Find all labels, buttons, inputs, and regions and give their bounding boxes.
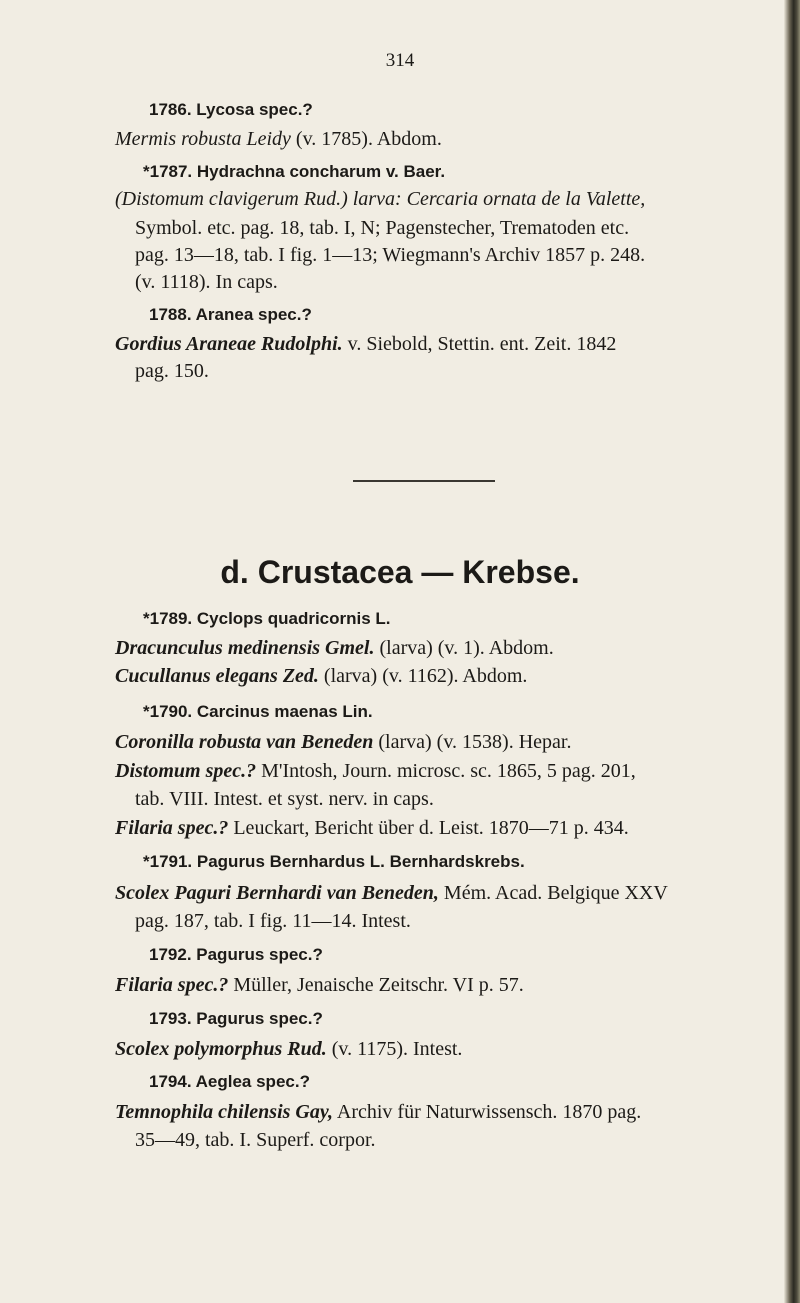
taxon-name: Gordius Araneae Rudolphi.	[115, 333, 343, 355]
taxon-name: Dracunculus medinensis Gmel.	[115, 637, 375, 659]
taxon-name: Coronilla robusta van Beneden	[115, 731, 374, 753]
taxon-name: Scolex Paguri Bernhardi van Beneden,	[115, 882, 439, 904]
taxon-name: Scolex polymorphus Rud.	[115, 1038, 327, 1060]
entry-1790-line-3: tab. VIII. Intest. et syst. nerv. in caps.	[135, 788, 434, 810]
entry-1787-line-1: (Distomum clavigerum Rud.) larva: Cercaria ornata de la Valette,	[115, 188, 646, 210]
entry-1793-heading: 1793. Pagurus spec.?	[149, 1009, 323, 1028]
citation-text: (larva) (v. 1). Abdom.	[374, 637, 554, 659]
taxon-name: Filaria spec.?	[115, 817, 229, 839]
entry-1791-line-1	[115, 880, 668, 906]
taxon-name: Filaria spec.?	[115, 974, 229, 996]
page-number: 314	[385, 50, 415, 71]
entry-1791-line-2: pag. 187, tab. I fig. 11—14. Intest.	[135, 910, 411, 932]
entry-1789-line-2	[115, 663, 527, 689]
entry-1791-heading: *1791. Pagurus Bernhardus L. Bernhardskrebs.	[143, 852, 525, 871]
entry-1794-line-1	[115, 1099, 641, 1125]
citation-text: (v. 1175). Intest.	[326, 1038, 463, 1060]
citation-text: (larva) (v. 1162). Abdom.	[318, 665, 528, 687]
entry-1793-line-1	[115, 1036, 462, 1062]
entry-1790-line-2	[115, 758, 636, 784]
citation-text: Mém. Acad. Belgique XXV	[438, 882, 668, 904]
entry-1788-line-2: pag. 150.	[135, 360, 209, 382]
citation-text: v. Siebold, Stettin. ent. Zeit. 1842	[342, 333, 617, 355]
taxon-name: Distomum spec.?	[115, 760, 257, 782]
entry-1786-line-1	[115, 126, 442, 152]
entry-1790-line-4	[115, 815, 629, 841]
entry-1789-heading: *1789. Cyclops quadricornis L.	[143, 609, 391, 628]
entry-1794-line-2: 35—49, tab. I. Superf. corpor.	[135, 1129, 376, 1151]
citation-text: (larva) (v. 1538). Hepar.	[373, 731, 572, 753]
taxon-name: Temnophila chilensis Gay,	[115, 1101, 333, 1123]
entry-1788-line-1	[115, 331, 616, 357]
entry-1792-heading: 1792. Pagurus spec.?	[149, 945, 323, 964]
section-title: d. Crustacea — Krebse.	[220, 554, 580, 590]
entry-1789-line-1	[115, 635, 554, 661]
page-edge-shadow	[784, 0, 800, 1303]
entry-1790-heading: *1790. Carcinus maenas Lin.	[143, 702, 373, 721]
entry-1787-heading: *1787. Hydrachna concharum v. Baer.	[143, 162, 446, 181]
entry-1787-line-3: pag. 13—18, tab. I fig. 1—13; Wiegmann's Archiv 1857 p. 248.	[135, 244, 646, 266]
entry-1794-heading: 1794. Aeglea spec.?	[149, 1072, 310, 1091]
entry-1788-heading: 1788. Aranea spec.?	[149, 305, 312, 324]
entry-1787-line-4: (v. 1118). In caps.	[135, 271, 278, 293]
citation-text: (v. 1785). Abdom.	[290, 128, 442, 150]
entry-1792-line-1	[115, 972, 524, 998]
citation-text: Müller, Jenaische Zeitschr. VI p. 57.	[228, 974, 524, 996]
entry-1790-line-1	[115, 729, 571, 755]
taxon-name: Mermis robusta Leidy	[115, 128, 291, 150]
entry-1786-heading: 1786. Lycosa spec.?	[149, 100, 313, 119]
citation-text: Archiv für Naturwissensch. 1870 pag.	[333, 1101, 642, 1123]
entry-1787-line-2: Symbol. etc. pag. 18, tab. I, N; Pagenstecher, Trematoden etc.	[135, 217, 630, 239]
citation-text: Leuckart, Bericht über d. Leist. 1870—71 p. 434.	[228, 817, 629, 839]
citation-text: M'Intosh, Journ. microsc. sc. 1865, 5 pag. 201,	[256, 760, 636, 782]
taxon-name: Cucullanus elegans Zed.	[115, 665, 319, 687]
section-divider	[353, 480, 495, 482]
